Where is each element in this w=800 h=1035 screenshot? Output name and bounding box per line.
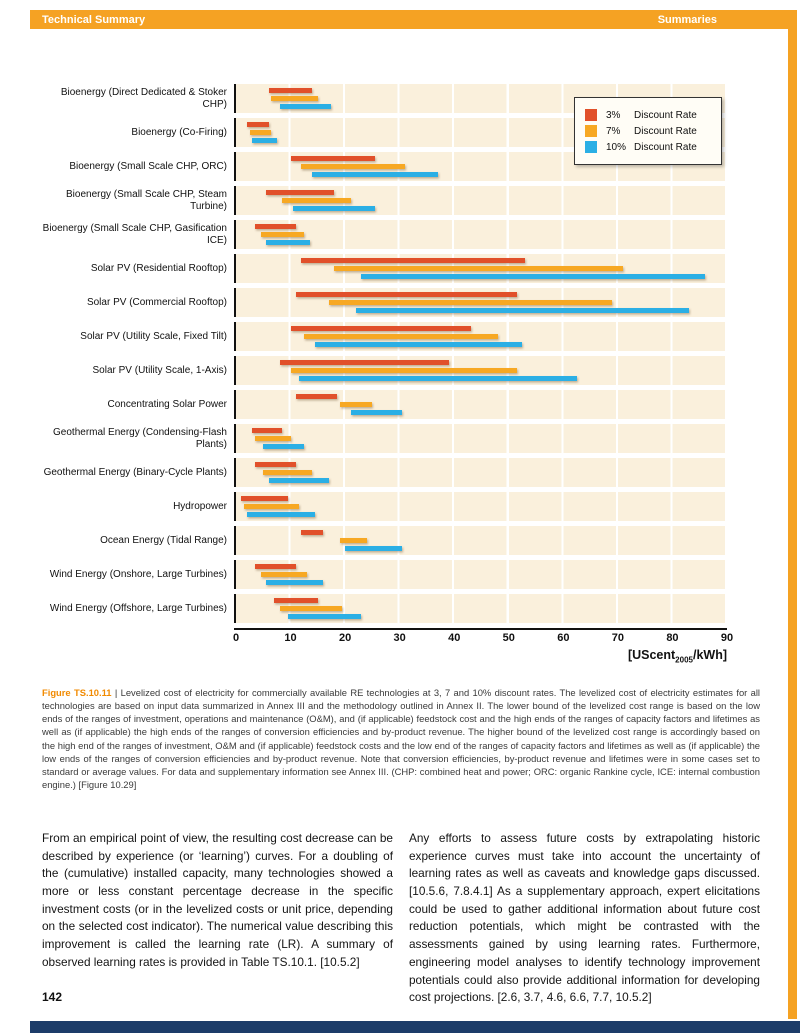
category-label: Concentrating Solar Power: [107, 398, 227, 410]
category-label: Bioenergy (Co-Firing): [131, 126, 227, 138]
range-bar: [291, 326, 471, 331]
legend-label: Discount Rate: [634, 109, 697, 121]
range-bar: [255, 564, 296, 569]
category-label: Bioenergy (Small Scale CHP, Steam Turbine): [66, 189, 227, 212]
x-tick-label: 20: [338, 632, 352, 644]
category-band: [234, 186, 727, 215]
category-label: Geothermal Energy (Binary-Cycle Plants): [43, 466, 227, 478]
header-bar: [30, 10, 797, 29]
category-band: [234, 322, 727, 351]
unit-subscript: 2005: [675, 655, 693, 665]
range-bar: [269, 88, 313, 93]
right-edge-strip: [788, 10, 797, 1019]
range-bar: [361, 274, 705, 279]
legend-swatch: [585, 125, 597, 137]
category-band: [234, 594, 727, 623]
legend-item: [585, 109, 711, 121]
unit-suffix: /kWh]: [692, 648, 727, 662]
range-bar: [280, 606, 343, 611]
range-bar: [356, 308, 689, 313]
range-bar: [296, 292, 517, 297]
category-label: Ocean Energy (Tidal Range): [100, 534, 227, 546]
category-label: Solar PV (Utility Scale, Fixed Tilt): [80, 330, 227, 342]
legend-item: [585, 141, 711, 153]
range-bar: [340, 402, 373, 407]
range-bar: [266, 190, 334, 195]
category-row: [42, 458, 727, 487]
range-bar: [296, 394, 337, 399]
legend-rate: 10%: [606, 141, 627, 153]
category-row: [42, 288, 727, 317]
range-bar: [299, 376, 577, 381]
range-bar: [263, 444, 304, 449]
category-row: [42, 186, 727, 215]
figure-caption: [42, 686, 760, 791]
body-text-right: Any efforts to assess future costs by extrapolating historic experience curves must take into account the uncertainty of learning rates as well as caveats and knowledge gaps discussed. [10.5.6, 7.8.4.1] As a supplementary approach, expert elicitations could be used to gather additional information about future cost reduction potentials, which might be contrasted with the assessments gained by using learning rates. Furthermore, engineering model analyses to identify technology improvement potentials could also provide additional information for developing cost projections. [2.6, 3.7, 4.6, 6.6, 7.7, 10.5.2]: [409, 831, 760, 1005]
figure-ts-10-11: [42, 84, 734, 665]
range-bar: [266, 580, 323, 585]
range-bar: [274, 598, 318, 603]
x-tick-label: 60: [557, 632, 570, 644]
range-bar: [312, 172, 437, 177]
range-bar: [301, 164, 405, 169]
body-text-left: From an empirical point of view, the resulting cost decrease can be described by experience (or ‘learning’) curves. For a doubling of the (cumulative) installed capacity, many technologies showed a more or less constant percentage decrease in the specific investment costs (or in the levelized costs or unit price, depending on the selected cost indicator). The numerical value describing this improvement is called the learning rate (LR). A summary of observed learning rates is provided in Table TS.10.1. [10.5.2]: [42, 831, 393, 969]
category-row: [42, 390, 727, 419]
category-label: Solar PV (Residential Rooftop): [90, 262, 227, 274]
legend-rate: 3%: [606, 109, 621, 121]
category-band: [234, 356, 727, 385]
category-row: [42, 322, 727, 351]
range-bar: [340, 538, 367, 543]
range-bar: [304, 334, 498, 339]
legend-swatch: [585, 141, 597, 153]
bottom-edge-bar: [30, 1021, 800, 1033]
category-label: Bioenergy (Direct Dedicated & Stoker CHP): [60, 87, 227, 110]
range-bar: [351, 410, 403, 415]
range-bar: [282, 198, 350, 203]
range-bar: [247, 122, 269, 127]
category-label: Geothermal Energy (Condensing-Flash Plants): [53, 427, 227, 450]
range-bar: [252, 428, 282, 433]
range-bar: [255, 462, 296, 467]
range-bar: [301, 530, 323, 535]
legend-rate: 7%: [606, 125, 621, 137]
page-number: 142: [42, 990, 63, 1004]
category-band: [234, 492, 727, 521]
x-tick-label: 80: [666, 632, 679, 644]
category-row: [42, 356, 727, 385]
category-label: Wind Energy (Offshore, Large Turbines): [49, 602, 227, 614]
range-bar: [269, 478, 329, 483]
range-bar: [291, 156, 376, 161]
range-bar: [280, 360, 449, 365]
header-section-title: Technical Summary: [42, 13, 146, 26]
range-bar: [250, 130, 272, 135]
category-band: [234, 220, 727, 249]
figure-number: Figure TS.10.11: [42, 687, 112, 698]
range-bar: [255, 224, 296, 229]
legend-swatch: [585, 109, 597, 121]
x-tick-label: 70: [611, 632, 624, 644]
category-label: Solar PV (Commercial Rooftop): [86, 296, 227, 308]
header-right-label: Summaries: [657, 13, 717, 26]
range-bar: [271, 96, 317, 101]
range-bar: [247, 512, 315, 517]
levelized-cost-chart: [42, 84, 734, 665]
range-bar: [291, 368, 517, 373]
range-bar: [315, 342, 522, 347]
range-bar: [280, 104, 332, 109]
x-axis-unit-label: [236, 648, 727, 665]
x-axis-ticks: [232, 630, 734, 645]
range-bar: [301, 258, 525, 263]
x-tick-label: 10: [284, 632, 297, 644]
range-bar: [293, 206, 375, 211]
category-row: [42, 424, 727, 453]
category-band: [234, 424, 727, 453]
range-bar: [255, 436, 290, 441]
category-row: [42, 220, 727, 249]
range-bar: [288, 614, 362, 619]
x-tick-label: 30: [393, 632, 406, 644]
category-row: [42, 560, 727, 589]
unit-prefix: [UScent: [627, 648, 676, 662]
range-bar: [263, 470, 312, 475]
legend-label: Discount Rate: [634, 141, 697, 153]
legend: [574, 97, 722, 165]
category-row: [42, 594, 727, 623]
range-bar: [345, 546, 402, 551]
range-bar: [334, 266, 623, 271]
category-band: [234, 254, 727, 283]
range-bar: [261, 572, 307, 577]
category-label: Wind Energy (Onshore, Large Turbines): [49, 568, 227, 580]
category-row: [42, 254, 727, 283]
category-band: [234, 288, 727, 317]
category-band: [234, 458, 727, 487]
category-band: [234, 390, 727, 419]
x-tick-label: 90: [720, 632, 734, 644]
range-bar: [252, 138, 277, 143]
category-label: Bioenergy (Small Scale CHP, Gasification ICE): [42, 223, 227, 246]
range-bar: [244, 504, 299, 509]
x-tick-label: 0: [232, 632, 240, 644]
range-bar: [329, 300, 613, 305]
x-tick-label: 50: [502, 632, 515, 644]
category-label: Hydropower: [173, 500, 227, 512]
category-row: [42, 492, 727, 521]
range-bar: [266, 240, 310, 245]
category-label: Solar PV (Utility Scale, 1-Axis): [92, 364, 227, 376]
category-label: Bioenergy (Small Scale CHP, ORC): [69, 160, 227, 172]
category-band: [234, 526, 727, 555]
range-bar: [241, 496, 287, 501]
category-row: [42, 526, 727, 555]
range-bar: [261, 232, 305, 237]
category-band: [234, 560, 727, 589]
x-tick-label: 40: [448, 632, 461, 644]
caption-text: | Levelized cost of electricity for commercially available RE technologies at 3, 7 and 10% discount rates. The levelized cost of electricity estimates for all technologies are based on input data summarized in Annex III and the methodology outlined in Annex II. The lower bound of the levelized cost range is based on the low ends of the ranges of investment, operations and maintenance (O&M), and (if applicable) feedstock cost and the high ends of the ranges of capacity factors and lifetimes as well as (if applicable) the high ends of the ranges of conversion efficiencies and by-product revenue. The higher bound of the levelized cost range is accordingly based on the high end of the ranges of investment, O&M and (if applicable) feedstock costs and the low end of the ranges of capacity factors and lifetimes as well as (if applicable) the low ends of the ranges of conversion efficiencies and by-product revenue. Note that conversion efficiencies, by-product revenue and lifetimes were in some cases set to standard or average values. For data and supplementary information see Annex III. (CHP: combined heat and power; ORC: organic Rankine cycle, ICE: internal combustion engine.) [Figure 10.29]: [42, 687, 760, 791]
body-text-columns: [42, 830, 760, 1007]
legend-label: Discount Rate: [634, 125, 697, 137]
legend-item: [585, 125, 711, 137]
